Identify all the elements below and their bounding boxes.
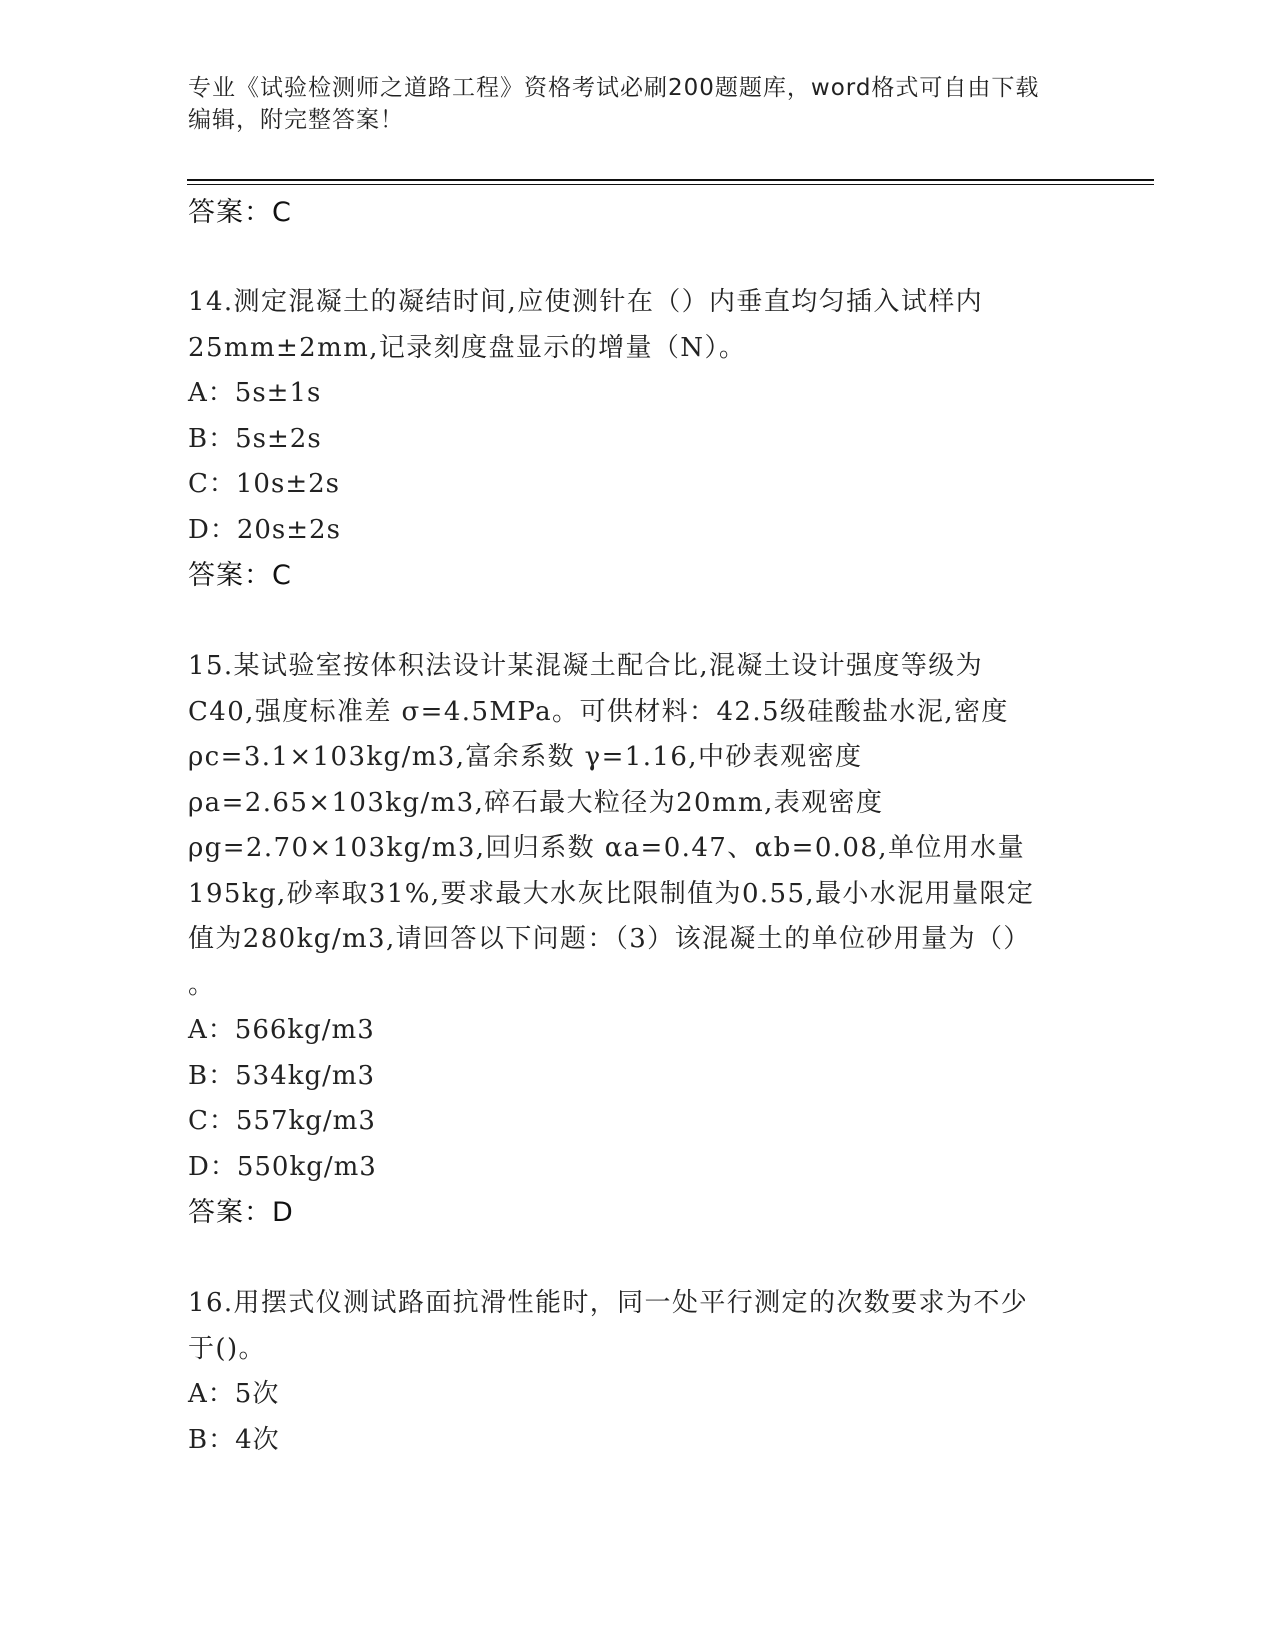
header-line-1: 专业《试验检测师之道路工程》资格考试必刷200题题库，word格式可自由下载 bbox=[188, 75, 1040, 101]
question-block bbox=[188, 644, 1088, 1236]
answer-line: 答案：C bbox=[188, 197, 292, 228]
question-text: ρg=2.70×103kg/m3,回归系数 αa=0.47、αb=0.08,单位用水量 bbox=[188, 833, 1025, 863]
question-text: ρc=3.1×103kg/m3,富余系数 γ=1.16,中砂表观密度 bbox=[188, 742, 863, 772]
option-c: C：557kg/m3 bbox=[188, 1106, 376, 1136]
option-b: B：534kg/m3 bbox=[188, 1060, 376, 1091]
option-b: B：4次 bbox=[188, 1424, 280, 1455]
option-c: C：10s±2s bbox=[188, 469, 340, 499]
question-text: 14.测定混凝土的凝结时间,应使测针在（）内垂直均匀插入试样内 bbox=[188, 287, 984, 317]
answer-line: 答案：C bbox=[188, 560, 292, 591]
header-rule-thick bbox=[187, 179, 1154, 181]
option-d: D：550kg/m3 bbox=[188, 1151, 377, 1182]
option-d: D：20s±2s bbox=[188, 514, 341, 545]
question-text: ρa=2.65×103kg/m3,碎石最大粒径为20mm,表观密度 bbox=[188, 787, 884, 818]
option-b: B：5s±2s bbox=[188, 423, 322, 454]
option-a: A：5s±1s bbox=[188, 378, 322, 408]
question-list bbox=[188, 190, 1088, 1463]
question-block bbox=[188, 1281, 1088, 1463]
page-header bbox=[188, 72, 1088, 136]
question-text: 。 bbox=[188, 969, 216, 1000]
question-text: 于()。 bbox=[188, 1333, 266, 1364]
option-a: A：566kg/m3 bbox=[188, 1015, 375, 1045]
header-line-2: 编辑，附完整答案！ bbox=[188, 107, 404, 133]
question-text: 16.用摆式仪测试路面抗滑性能时，同一处平行测定的次数要求为不少 bbox=[188, 1288, 1029, 1318]
question-text: 值为280kg/m3,请回答以下问题：（3）该混凝土的单位砂用量为（） bbox=[188, 924, 1031, 954]
question-text: 25mm±2mm,记录刻度盘显示的增量（N）。 bbox=[188, 332, 747, 363]
header-rule-thin bbox=[187, 184, 1154, 185]
question-text: 195kg,砂率取31%,要求最大水灰比限制值为0.55,最小水泥用量限定 bbox=[188, 878, 1035, 909]
question-block bbox=[188, 280, 1088, 599]
question-text: C40,强度标准差 σ=4.5MPa。可供材料：42.5级硅酸盐水泥,密度 bbox=[188, 696, 1009, 727]
question-text: 15.某试验室按体积法设计某混凝土配合比,混凝土设计强度等级为 bbox=[188, 651, 984, 681]
option-a: A：5次 bbox=[188, 1379, 280, 1409]
answer-line: 答案：D bbox=[188, 1197, 294, 1228]
